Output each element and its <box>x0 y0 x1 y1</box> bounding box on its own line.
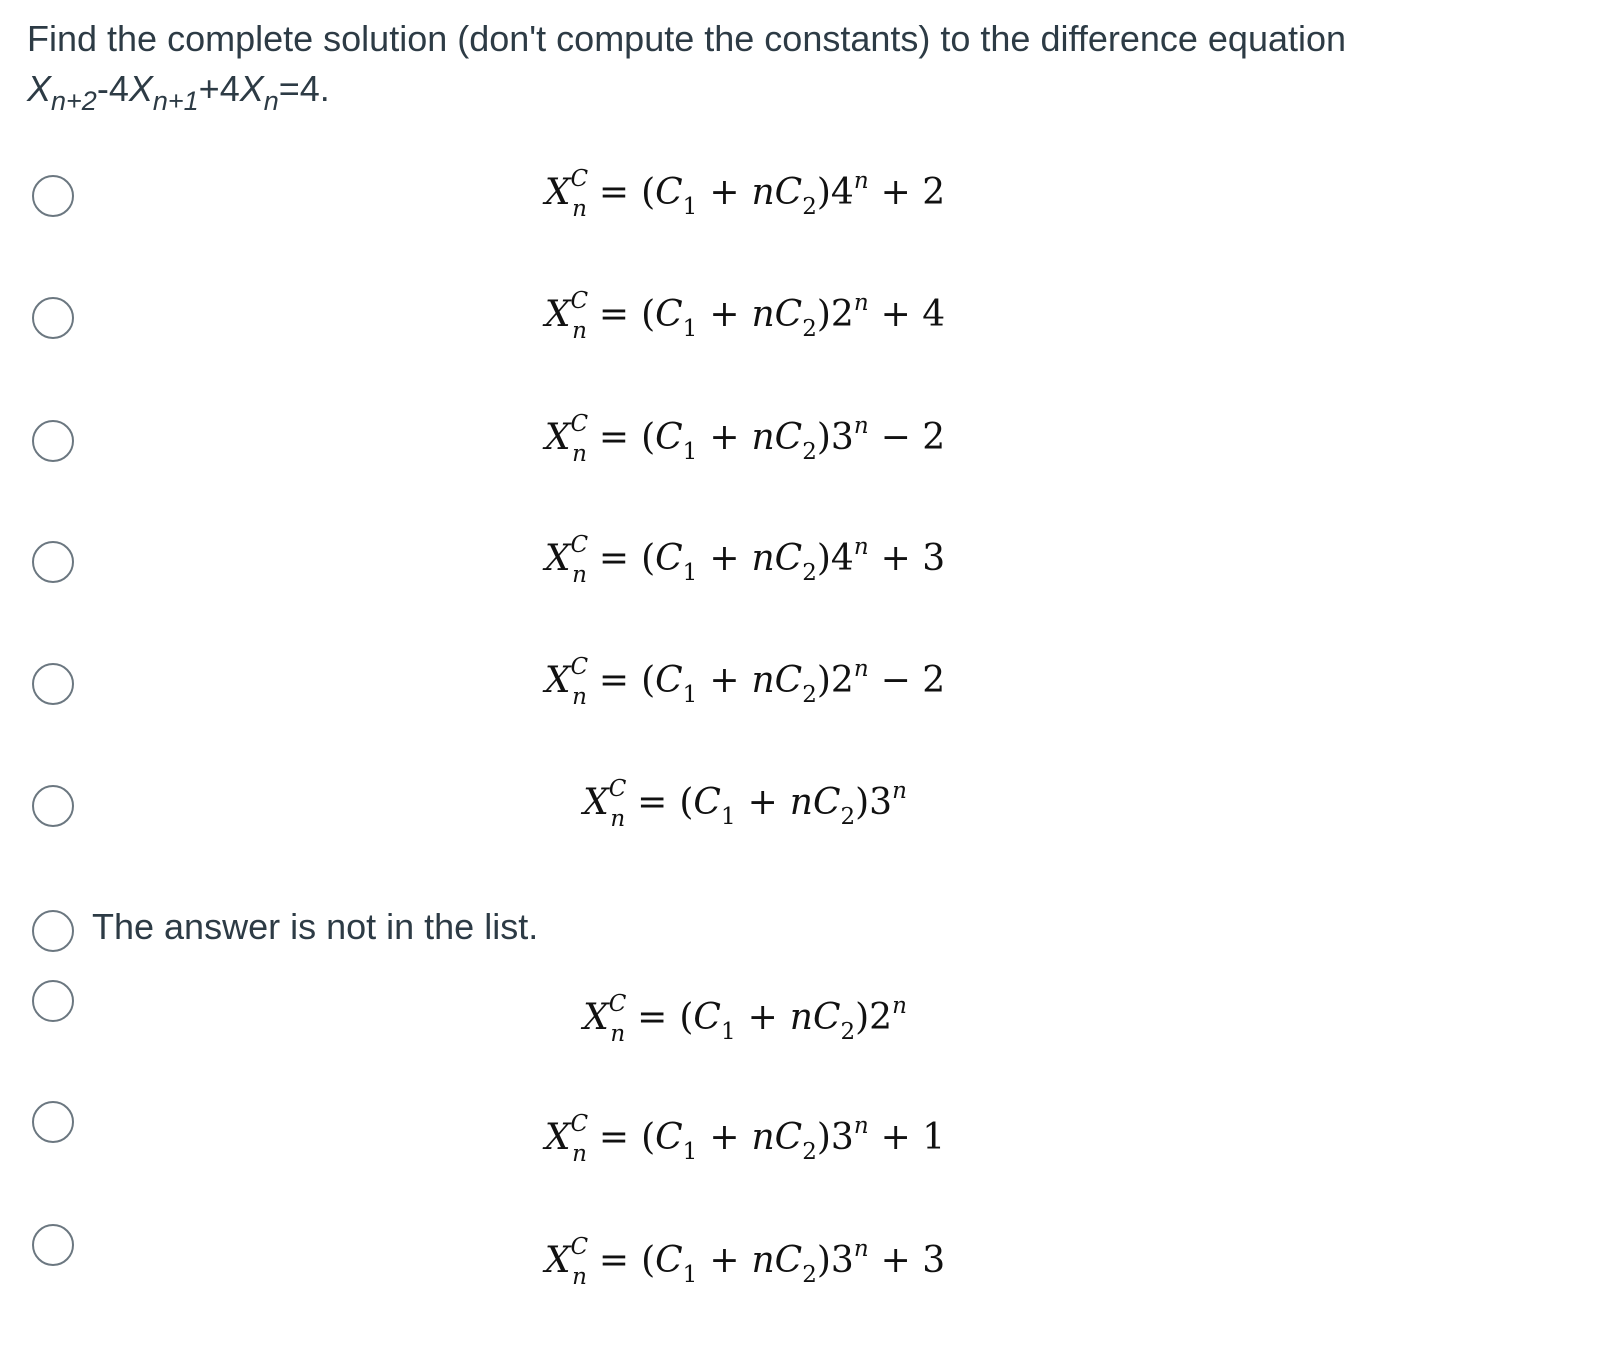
formula-part: = <box>598 660 630 701</box>
option-formula <box>0 991 1490 1047</box>
option-text: The answer is not in the list. <box>92 906 539 947</box>
formula-part: ( <box>679 997 694 1038</box>
option-formula <box>0 654 1490 710</box>
formula-part: X <box>544 660 571 701</box>
formula-part: C <box>655 1117 683 1158</box>
formula-part: n <box>853 168 869 194</box>
formula-part: 2 <box>802 1262 817 1288</box>
formula-part: + <box>747 997 778 1038</box>
answer-option-9[interactable] <box>0 1101 1622 1167</box>
formula-part: 1 <box>720 804 736 830</box>
formula-part: n <box>572 1264 587 1290</box>
formula-part: n <box>892 993 907 1019</box>
option-tail: + 2 <box>880 172 946 213</box>
formula-part: C <box>774 1117 803 1158</box>
formula-part: n <box>751 417 775 458</box>
formula-part: n <box>572 441 587 467</box>
answer-option-4[interactable] <box>0 532 1622 601</box>
option-tail: + 1 <box>880 1117 946 1158</box>
formula-part: + <box>709 294 740 335</box>
formula-part: n <box>751 172 775 213</box>
formula-part: C <box>812 997 841 1038</box>
answer-option-3[interactable] <box>0 411 1622 480</box>
formula-part: C <box>608 991 627 1017</box>
formula-part: C <box>570 1234 589 1260</box>
formula-part: 1 <box>682 1262 698 1288</box>
formula-part: n <box>610 806 626 832</box>
formula-part: n <box>789 997 813 1038</box>
formula-part: + <box>709 172 740 213</box>
formula-part: = <box>598 538 630 579</box>
formula-part: X <box>544 1240 571 1281</box>
formula-part: n <box>892 778 907 804</box>
formula-part: C <box>774 417 803 458</box>
formula-part: = <box>598 1240 630 1281</box>
option-tail: + 3 <box>880 1240 946 1281</box>
option-base: 3 <box>830 417 854 458</box>
answer-option-10[interactable] <box>0 1224 1622 1290</box>
formula-part: n <box>572 1141 587 1167</box>
answer-option-6[interactable] <box>0 776 1622 845</box>
formula-part: C <box>570 654 589 680</box>
formula-part: C <box>655 538 683 579</box>
formula-part: ) <box>816 172 831 213</box>
formula-part: C <box>655 417 683 458</box>
formula-part: C <box>570 1111 589 1137</box>
option-formula <box>0 532 1490 588</box>
option-base: 4 <box>830 538 854 579</box>
formula-part: ( <box>679 782 694 823</box>
formula-part: C <box>774 538 803 579</box>
question-text <box>27 14 1587 114</box>
formula-part: ( <box>641 660 656 701</box>
formula-part: n <box>751 1240 775 1281</box>
radio-button[interactable] <box>32 910 74 952</box>
option-tail: − 2 <box>880 660 946 701</box>
formula-part: C <box>655 660 683 701</box>
option-tail: + 3 <box>880 538 946 579</box>
formula-part: C <box>655 294 683 335</box>
formula-part: + <box>709 417 740 458</box>
formula-part: X <box>544 417 571 458</box>
formula-part: X <box>544 538 571 579</box>
formula-part: n <box>572 684 587 710</box>
formula-part: C <box>774 660 803 701</box>
formula-part: 1 <box>720 1019 736 1045</box>
formula-part: ) <box>816 1240 831 1281</box>
option-formula <box>0 411 1490 467</box>
formula-part: = <box>637 782 668 823</box>
formula-part: C <box>655 172 683 213</box>
formula-part: C <box>570 288 589 314</box>
formula-part: 2 <box>802 439 817 465</box>
formula-part: 2 <box>802 194 817 220</box>
formula-part: ( <box>641 294 656 335</box>
option-base: 2 <box>830 294 854 335</box>
formula-part: 1 <box>682 439 698 465</box>
formula-part: C <box>693 997 721 1038</box>
question-equation: $X_{n+2}-4X_{n+1}+4X_n=4$. <box>27 68 330 116</box>
formula-part: 2 <box>802 1139 817 1165</box>
formula-part: ( <box>641 538 656 579</box>
formula-part: n <box>610 1021 626 1047</box>
formula-part: C <box>570 166 589 192</box>
option-formula <box>0 166 1490 222</box>
formula-part: n <box>572 196 587 222</box>
answer-option-7[interactable] <box>0 908 1622 968</box>
formula-part: n <box>853 1236 869 1262</box>
formula-part: n <box>853 290 869 316</box>
formula-part: ) <box>816 1117 831 1158</box>
formula-part: = <box>598 1117 630 1158</box>
formula-part: = <box>637 997 668 1038</box>
formula-part: X <box>544 294 571 335</box>
formula-part: ) <box>855 782 870 823</box>
formula-part: 1 <box>682 1139 698 1165</box>
formula-part: C <box>570 532 589 558</box>
formula-part: ( <box>641 417 656 458</box>
option-formula <box>0 1111 1490 1167</box>
formula-part: = <box>598 294 630 335</box>
formula-part: 2 <box>802 560 817 586</box>
formula-part: 2 <box>802 316 817 342</box>
formula-part: 2 <box>840 1019 856 1045</box>
formula-part: n <box>789 782 813 823</box>
option-base: 3 <box>869 782 893 823</box>
option-formula <box>0 776 1490 832</box>
formula-part: C <box>812 782 841 823</box>
option-tail: − 2 <box>880 417 946 458</box>
answer-option-5[interactable] <box>0 654 1622 723</box>
formula-part: n <box>853 413 869 439</box>
option-formula <box>0 1234 1490 1290</box>
formula-part: = <box>598 417 630 458</box>
formula-part: + <box>747 782 778 823</box>
formula-part: X <box>583 782 609 823</box>
formula-part: C <box>570 411 589 437</box>
formula-part: n <box>572 562 587 588</box>
formula-part: + <box>709 660 740 701</box>
option-tail: + 4 <box>880 294 946 335</box>
formula-part: = <box>598 172 630 213</box>
formula-part: X <box>544 172 571 213</box>
formula-part: 2 <box>802 682 817 708</box>
formula-part: n <box>751 538 775 579</box>
formula-part: n <box>853 656 869 682</box>
question-line-1: Find the complete solution (don't compute the constants) to the difference equation <box>27 18 1347 59</box>
option-base: 2 <box>869 997 893 1038</box>
formula-part: C <box>774 294 803 335</box>
option-formula <box>0 288 1490 344</box>
formula-part: ) <box>816 538 831 579</box>
formula-part: + <box>709 1117 740 1158</box>
formula-part: ( <box>641 172 656 213</box>
formula-part: 2 <box>840 804 856 830</box>
formula-part: ) <box>816 660 831 701</box>
option-base: 3 <box>830 1117 854 1158</box>
formula-part: 1 <box>682 316 698 342</box>
formula-part: ) <box>816 294 831 335</box>
formula-part: 1 <box>682 682 698 708</box>
formula-part: n <box>751 294 775 335</box>
formula-part: n <box>751 660 775 701</box>
formula-part: n <box>751 1117 775 1158</box>
formula-part: C <box>693 782 721 823</box>
formula-part: n <box>572 318 587 344</box>
option-base: 4 <box>830 172 854 213</box>
formula-part: 1 <box>682 194 698 220</box>
formula-part: + <box>709 538 740 579</box>
formula-part: C <box>608 776 627 802</box>
answer-option-2[interactable] <box>0 288 1622 357</box>
formula-part: ) <box>816 417 831 458</box>
formula-part: C <box>655 1240 683 1281</box>
formula-part: ) <box>855 997 870 1038</box>
option-base: 3 <box>830 1240 854 1281</box>
answer-option-1[interactable] <box>0 166 1622 235</box>
formula-part: ( <box>641 1117 656 1158</box>
formula-part: ( <box>641 1240 656 1281</box>
formula-part: 1 <box>682 560 698 586</box>
formula-part: n <box>853 1113 869 1139</box>
formula-part: X <box>583 997 609 1038</box>
formula-part: C <box>774 172 803 213</box>
formula-part: n <box>853 534 869 560</box>
formula-part: C <box>774 1240 803 1281</box>
option-base: 2 <box>830 660 854 701</box>
answer-option-8[interactable] <box>0 980 1622 1047</box>
formula-part: X <box>544 1117 571 1158</box>
formula-part: + <box>709 1240 740 1281</box>
